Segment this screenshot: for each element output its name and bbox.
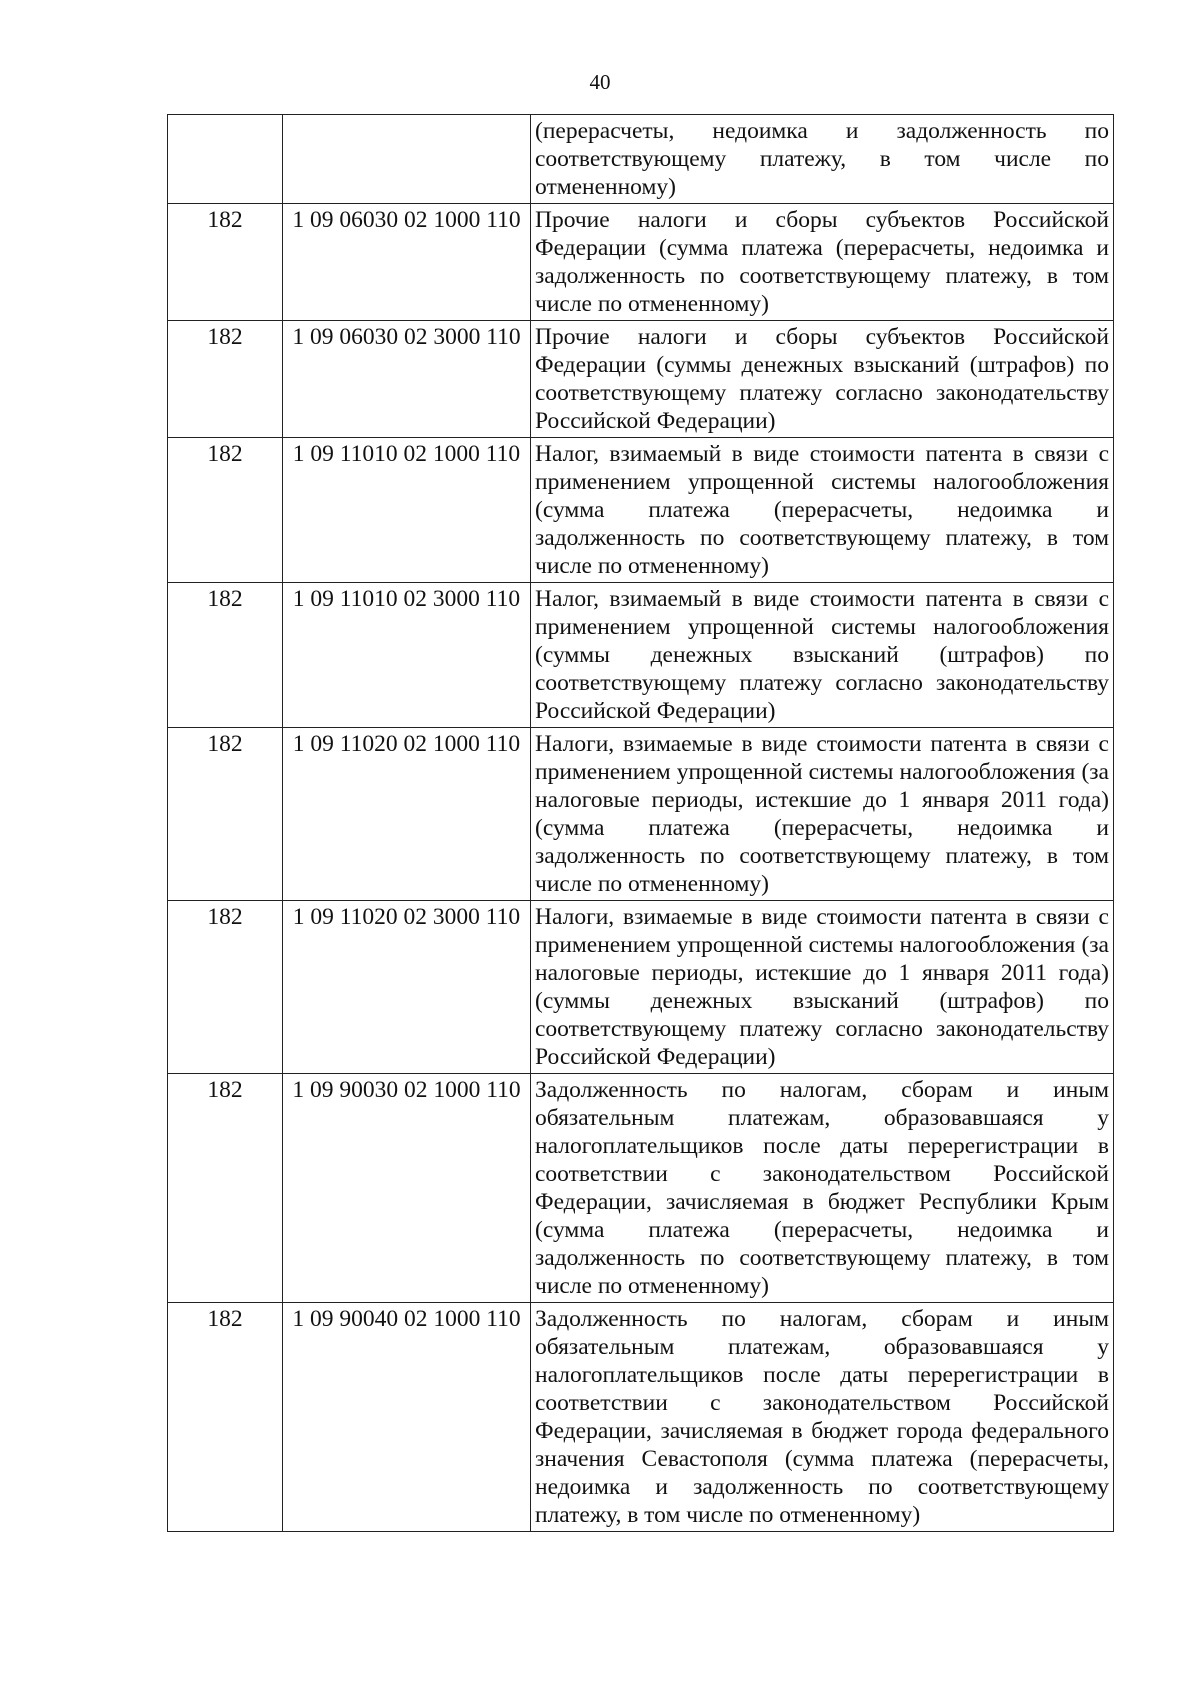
admin-code-cell: 182 — [168, 204, 283, 321]
admin-code-cell: 182 — [168, 321, 283, 438]
budget-code-cell: 1 09 90030 02 1000 110 — [283, 1074, 531, 1303]
budget-code-cell: 1 09 90040 02 1000 110 — [283, 1303, 531, 1532]
table-row — [168, 321, 1114, 438]
admin-code-cell: 182 — [168, 901, 283, 1074]
page-number: 40 — [589, 70, 611, 94]
table-row — [168, 1074, 1114, 1303]
description-cell: (перерасчеты, недоимка и задолженность по соответствующему платежу, в том числе по отмененному) — [531, 115, 1114, 204]
budget-code-cell — [283, 115, 531, 204]
budget-code-table — [167, 114, 1114, 1532]
budget-code-cell: 1 09 11010 02 3000 110 — [283, 583, 531, 728]
description-cell: Прочие налоги и сборы субъектов Российской Федерации (сумма платежа (перерасчеты, недоимка и задолженность по соответствующему платежу, в том числе по отмененному) — [531, 204, 1114, 321]
table-row — [168, 901, 1114, 1074]
description-cell: Задолженность по налогам, сборам и иным обязательным платежам, образовавшаяся у налогоплательщиков после даты перерегистрации в соответствии с законодательством Российской Федерации, зачисляемая в бюджет города федерального значения Севастополя (сумма платежа (перерасчеты, недоимка и задолженность по соответствующему платежу, в том числе по отмененному) — [531, 1303, 1114, 1532]
description-cell: Задолженность по налогам, сборам и иным обязательным платежам, образовавшаяся у налогоплательщиков после даты перерегистрации в соответствии с законодательством Российской Федерации, зачисляемая в бюджет Республики Крым (сумма платежа (перерасчеты, недоимка и задолженность по соответствующему платежу, в том числе по отмененному) — [531, 1074, 1114, 1303]
table-row — [168, 204, 1114, 321]
budget-code-cell: 1 09 06030 02 1000 110 — [283, 204, 531, 321]
description-cell: Налоги, взимаемые в виде стоимости патента в связи с применением упрощенной системы налогообложения (за налоговые периоды, истекшие до 1 января 2011 года) (суммы денежных взысканий (штрафов) по соответствующему платежу согласно законодательству Российской Федерации) — [531, 901, 1114, 1074]
budget-code-cell: 1 09 11020 02 1000 110 — [283, 728, 531, 901]
table-row — [168, 115, 1114, 204]
description-cell: Налог, взимаемый в виде стоимости патента в связи с применением упрощенной системы налогообложения (суммы денежных взысканий (штрафов) по соответствующему платежу согласно законодательству Российской Федерации) — [531, 583, 1114, 728]
admin-code-cell: 182 — [168, 438, 283, 583]
budget-code-cell: 1 09 11010 02 1000 110 — [283, 438, 531, 583]
table-row — [168, 1303, 1114, 1532]
admin-code-cell: 182 — [168, 1074, 283, 1303]
budget-code-cell: 1 09 11020 02 3000 110 — [283, 901, 531, 1074]
admin-code-cell: 182 — [168, 728, 283, 901]
admin-code-cell: 182 — [168, 583, 283, 728]
description-cell: Прочие налоги и сборы субъектов Российской Федерации (суммы денежных взысканий (штрафов) по соответствующему платежу согласно законодательству Российской Федерации) — [531, 321, 1114, 438]
table-row — [168, 583, 1114, 728]
admin-code-cell: 182 — [168, 1303, 283, 1532]
table-row — [168, 438, 1114, 583]
description-cell: Налоги, взимаемые в виде стоимости патента в связи с применением упрощенной системы налогообложения (за налоговые периоды, истекшие до 1 января 2011 года) (сумма платежа (перерасчеты, недоимка и задолженность по соответствующему платежу, в том числе по отмененному) — [531, 728, 1114, 901]
budget-code-cell: 1 09 06030 02 3000 110 — [283, 321, 531, 438]
description-cell: Налог, взимаемый в виде стоимости патента в связи с применением упрощенной системы налогообложения (сумма платежа (перерасчеты, недоимка и задолженность по соответствующему платежу, в том числе по отмененному) — [531, 438, 1114, 583]
admin-code-cell — [168, 115, 283, 204]
table-row — [168, 728, 1114, 901]
